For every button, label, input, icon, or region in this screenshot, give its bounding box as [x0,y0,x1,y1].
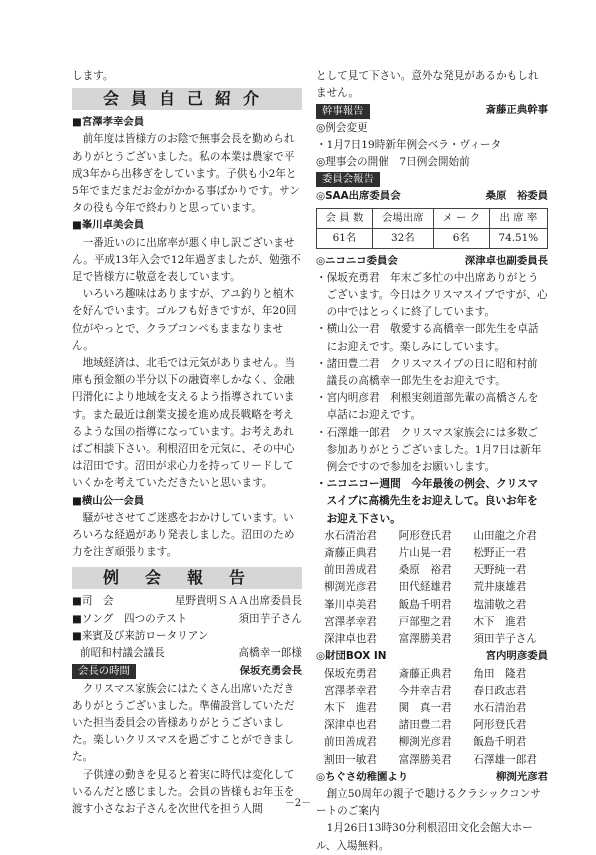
president-name: 保坂充勇会長 [239,665,302,678]
nikoniko-week-text: ・ニコニコー週間 今年最後の例会、クリスマスイブに高橋先生をお迎えして。良いお年をお迎え下さい。 [316,478,539,525]
name-entry: 水石清治君 [473,701,527,714]
nikoniko-item: ・横山公一君 敬愛する高橋幸一郎先生を卓話にお迎えです。楽しみにしています。 [316,323,539,353]
name-entry: 宮澤孝幸君 [324,684,377,697]
foundation-box-name-list [316,666,548,769]
name-entry: 戸部聖之君 [398,615,452,628]
name-entry: 富澤勝美君 [398,633,452,646]
page-number: －2－ [284,798,312,809]
nikoniko-item: ・諸田豊二君 クリスマスイブの日に昭和村前議長の高橋幸一郎先生をお迎えです。 [316,357,538,388]
name-entry: 田代経雄君 [398,581,452,594]
kindergarten-heading: ◎ちぐさ幼稚園より 柳渕光彦君 [316,770,548,783]
name-entry: 飯島千明君 [398,598,452,611]
member-text-minekawa-3: 地域経済は、北毛では元気がありません。当庫も預金額の半分以下の融資率しかなく、金融円滑化により地域を支えるよう指導されています。また最近は創業支援を進め成長戦略を考えるような国の指導になっています。お考えあればご相談下さい。利根沼田を元気に、その中心は沼田です。沼田が求心力を持ってリードしていくかを考えていただきたいと思います。 [72,357,296,490]
nikoniko-name-list [316,528,548,648]
name-entry: 前田善成君 [324,564,377,577]
nikoniko-item: ・石澤雄一郎君 クリスマス家族会には多数ご参加ありがとうございました。1月7日は新年例会ですので参加をお願いします。 [316,426,542,474]
president-time-label: 会長の時間 [72,664,136,679]
name-entry: 塩浦敬之君 [473,598,527,611]
name-entry: 斎藤正典君 [398,667,452,680]
president-time-header [72,663,302,680]
name-entry: 柳渕光彦君 [324,581,377,594]
name-entry: 今井幸吉君 [398,684,452,697]
name-entry: 片山晃一君 [398,547,452,560]
name-entry: 阿形登氏君 [398,529,452,542]
name-entry: 荒井康雄君 [473,581,527,594]
name-entry: 水石清治君 [324,529,377,542]
committee-report-header [316,171,548,188]
emcee-line: ■司 会 星野貴明ＳＡＡ出席委員長 [72,595,302,608]
secretary-item-2: ・1月7日19時新年例会ベラ・ヴィータ [316,138,502,151]
continued-text: します。 [72,70,114,82]
name-entry: 春日政志君 [473,684,527,697]
song-line: ■ソング 四つのテスト 須田芋子さん [72,612,302,625]
name-entry: 保坂充勇君 [324,667,377,680]
name-entry: 木下 進君 [324,701,377,714]
name-entry: 諸田豊二君 [398,719,452,732]
name-entry: 割田一敏君 [324,753,377,766]
name-entry: 須田芋子さん [473,633,537,646]
nikoniko-item: ・保坂充勇君 年末ご多忙の中出席ありがとうございます。今日はクリスマスイブですが、心の中ではとっくに終了しています。 [316,271,548,319]
secretary-name: 斎藤正典幹事 [485,104,548,117]
kindergarten-text-2: 1月26日13時30分利根沼田文化会館大ホール、入場無料。 [316,822,533,852]
secretary-report-label: 幹事報告 [316,104,370,119]
attendance-header-row: 会 員 数 会場出席 メ ー ク 出 席 率 [317,208,548,228]
attendance-value-row: 61名 32名 6名 74.51% [317,228,548,248]
member-text-miyazawa: 前年度は皆様方のお陰で無事会長を勤められありがとうございました。私の本業は農家で平成3年から出移ぎをしています。子供も小2年と5年でまだまだお金がかかる事ばかりです。サンタの役も今年で終わりと思っています。 [72,133,300,215]
member-text-minekawa-2: いろいろ趣味はありますが、アユ釣りと植木を好んでいます。ゴルフも好きですが、年20回位がやっとで、クラブコンペもままなりません。 [72,288,297,352]
president-text-1: クリスマス家族会にはたくさん出席いただきありがとうございました。準備設営していただいた担当委員会の皆様ありがとうございました。楽しいクリスマスを過ごすことができました。 [72,682,295,764]
member-heading-yokoyama: ■横山公一会員 [72,494,145,507]
continued-text-right: として見て下さい。意外な発見があるかもしれません。 [316,70,539,100]
section-title-meeting-report: 例会報告 [72,567,302,589]
member-heading-minekawa: ■峯川卓美会員 [72,219,145,232]
guest-line: 前昭和村議会議長 高橋幸一郎様 [80,647,302,660]
name-entry: 阿形登氏君 [473,719,527,732]
member-text-yokoyama: 騒がせさせてご迷惑をおかけしています。いろいろな経過があり発表しました。沼田のため力を注ぎ頑張ります。 [72,511,295,559]
secretary-item-1: ◎例会変更 [316,121,368,134]
right-column [316,68,548,855]
name-entry: 深津卓也君 [324,633,377,646]
name-entry: 飯島千明君 [473,736,527,749]
name-entry: 柳渕光彦君 [398,736,452,749]
name-entry: 宮澤孝幸君 [324,615,377,628]
foundation-box-heading: ◎財団BOX IN 宮内明彦委員 [316,650,548,663]
name-entry: 桑原 裕君 [398,564,452,577]
name-entry: 山田龍之介君 [473,529,537,542]
attendance-table [316,208,548,249]
name-entry: 前田善成君 [324,736,377,749]
name-entry: 斎藤正典君 [324,547,377,560]
saa-heading: ◎SAA出席委員会 桑原 裕委員 [316,190,548,203]
nikoniko-heading: ◎ニコニコ委員会 深津卓也副委員長 [316,254,548,267]
name-entry: 深津卓也君 [324,719,377,732]
name-entry: 峯川卓美君 [324,598,377,611]
nikoniko-item: ・宮内明彦君 利根実剣道部先輩の高橋さんを卓話にお迎えです。 [316,392,539,422]
president-text-2: 子供達の動きを見ると着実に時代は変化しているんだと感じました。会員の皆様もお年玉を渡す小さなお子さんを次世代を担う人間 [72,768,295,815]
kindergarten-text-1: 創立50周年の親子で聴けるクラシックコンサートのご案内 [316,787,541,818]
committee-report-label: 委員会報告 [316,172,380,187]
name-entry: 石澤雄一郎君 [473,753,537,766]
member-text-minekawa-1: 一番近いのに出席率が悪く申し訳ございません。平成13年入会で12年過ぎましたが、勉強不足で皆様方に敬意を表しています。 [72,236,301,284]
member-heading-miyazawa: ■宮澤孝幸会員 [72,116,145,129]
name-entry: 角田 隆君 [473,667,527,680]
name-entry: 関 真一君 [398,701,452,714]
section-title-member-intro: 会員自己紹介 [72,88,302,110]
secretary-item-3: ◎理事会の開催 7日例会開始前 [316,156,470,169]
name-entry: 天野純一君 [473,564,527,577]
left-column [72,68,302,818]
secretary-report-header [316,102,548,119]
name-entry: 富澤勝美君 [398,753,452,766]
name-entry: 松野正一君 [473,547,527,560]
guest-heading: ■来賓及び来訪ロータリアン [72,629,209,642]
name-entry: 木下 進君 [473,615,527,628]
